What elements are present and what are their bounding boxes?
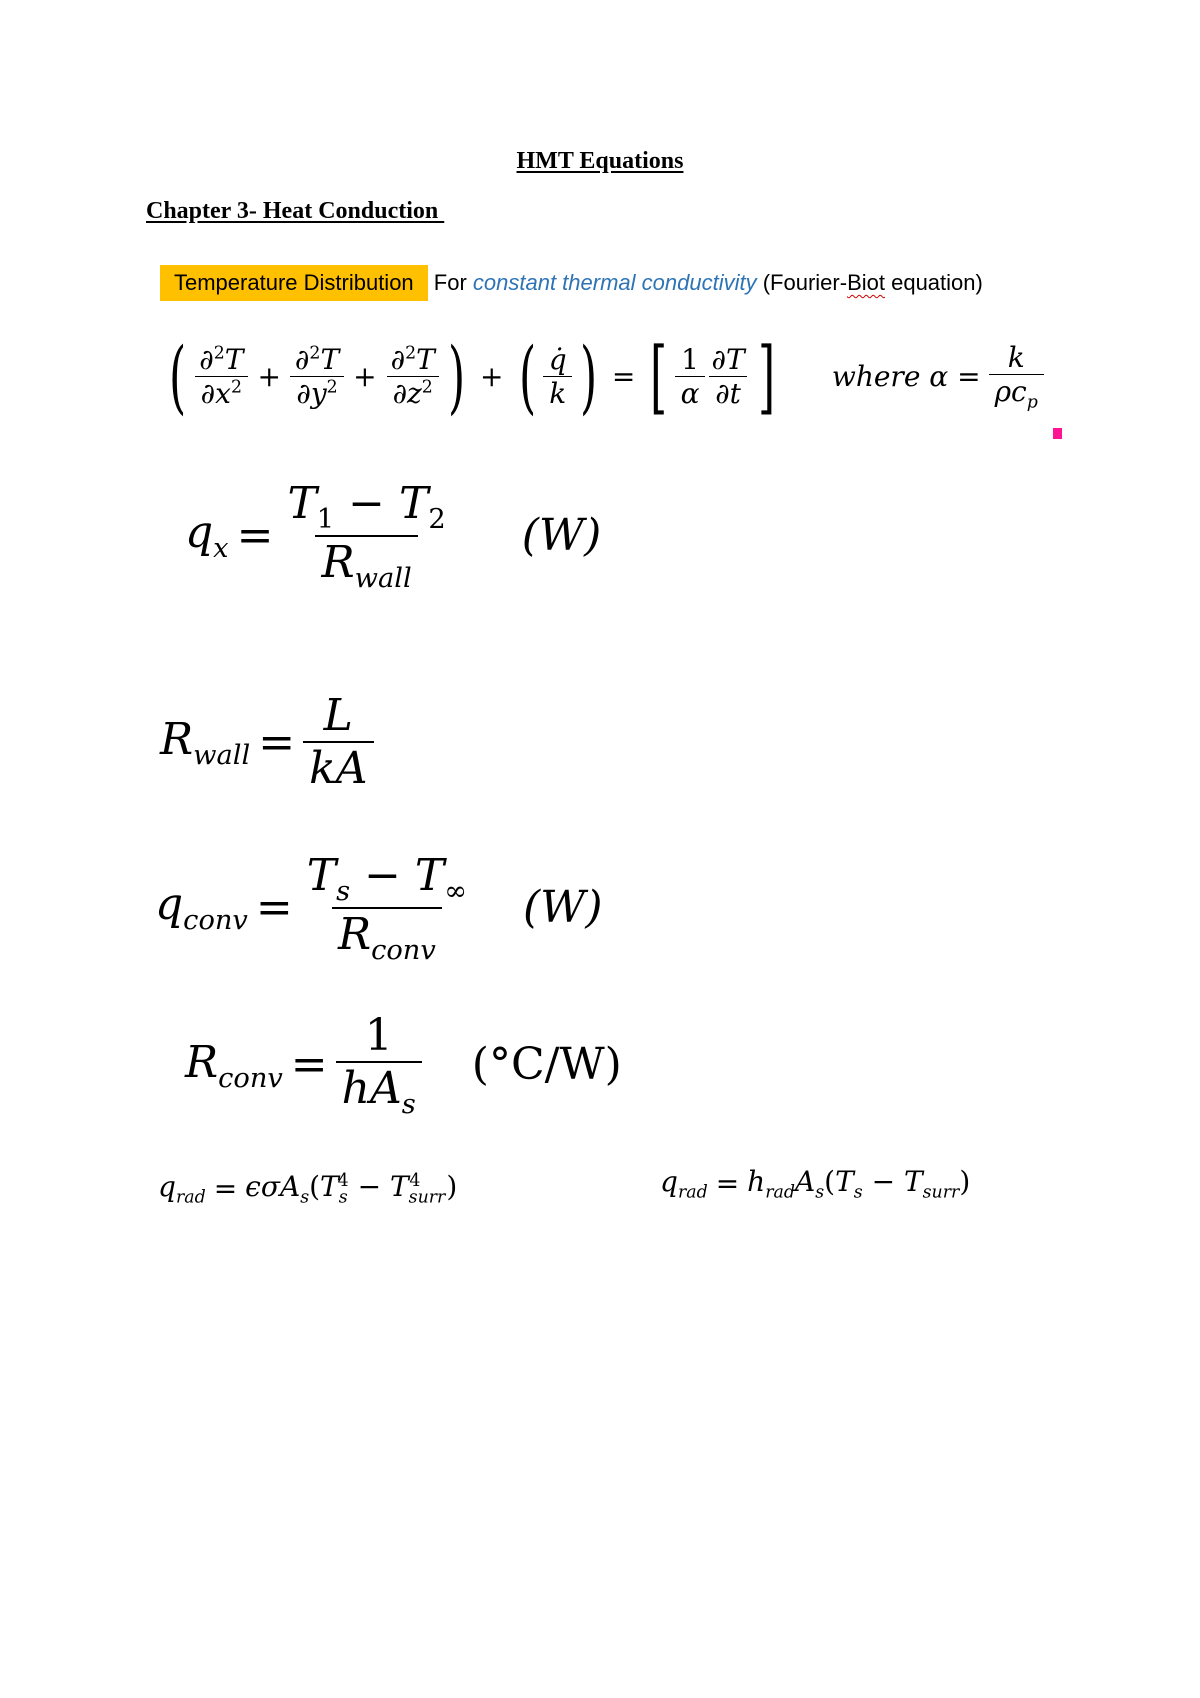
heat-diffusion-equation: ( $\frac{\partial^2T}{\partial x^2}$ + $\frac{\partial^2T}{\partial y^2}$ + $\frac{\partial^2T}{\partial z^2}$ ) + ( $\frac{q̇}{k}$ ) = [ $\frac{1}{\alpha}$ $\frac{\partial T}{\partial t}$ ] where α = $\frac{k}{\rho c_p}$: [162, 330, 1044, 423]
intro-text-paren: (Fourier-: [756, 270, 848, 295]
chapter-heading: Chapter 3- Heat Conduction: [146, 198, 445, 224]
rconv-unit: (°C/W): [471, 1039, 622, 1091]
qconv-unit: (W): [523, 882, 603, 934]
where-alpha-label: where α =: [831, 360, 981, 393]
intro-text-biot: Biot: [847, 270, 885, 295]
qconv-equation: $q_{conv}$ = $\frac{T_s - T_\infty}{R_{conv}}$ (W): [155, 850, 603, 966]
qrad-linearized-equation: $q_{rad}$ = $h_{rad}A_s(T_s - T_{surr})$: [660, 1165, 971, 1203]
page-title: HMT Equations: [516, 148, 684, 174]
intro-text-tail: equation): [884, 270, 983, 295]
qx-equation: $q_x$ = $\frac{T_1 - T_2}{R_{wall}}$ (W): [185, 478, 602, 594]
intro-text-blue: constant thermal conductivity: [472, 270, 757, 295]
pink-marker: [1053, 428, 1062, 439]
rwall-equation: $R_{wall}$ = $\frac{L}{kA}$: [160, 690, 374, 794]
qx-unit: (W): [521, 510, 602, 562]
intro-line: [160, 265, 983, 301]
highlighted-label: Temperature Distribution: [160, 265, 428, 301]
qrad-stefan-boltzmann-equation: $q_{rad}$ = $\epsilon\sigma A_s(T_s^4 - T_{surr}^4$ ): [158, 1170, 458, 1208]
intro-text-for: For: [427, 270, 473, 295]
rconv-equation: $R_{conv}$ = $\frac{1}{hA_s}$ (°C/W): [185, 1010, 622, 1120]
